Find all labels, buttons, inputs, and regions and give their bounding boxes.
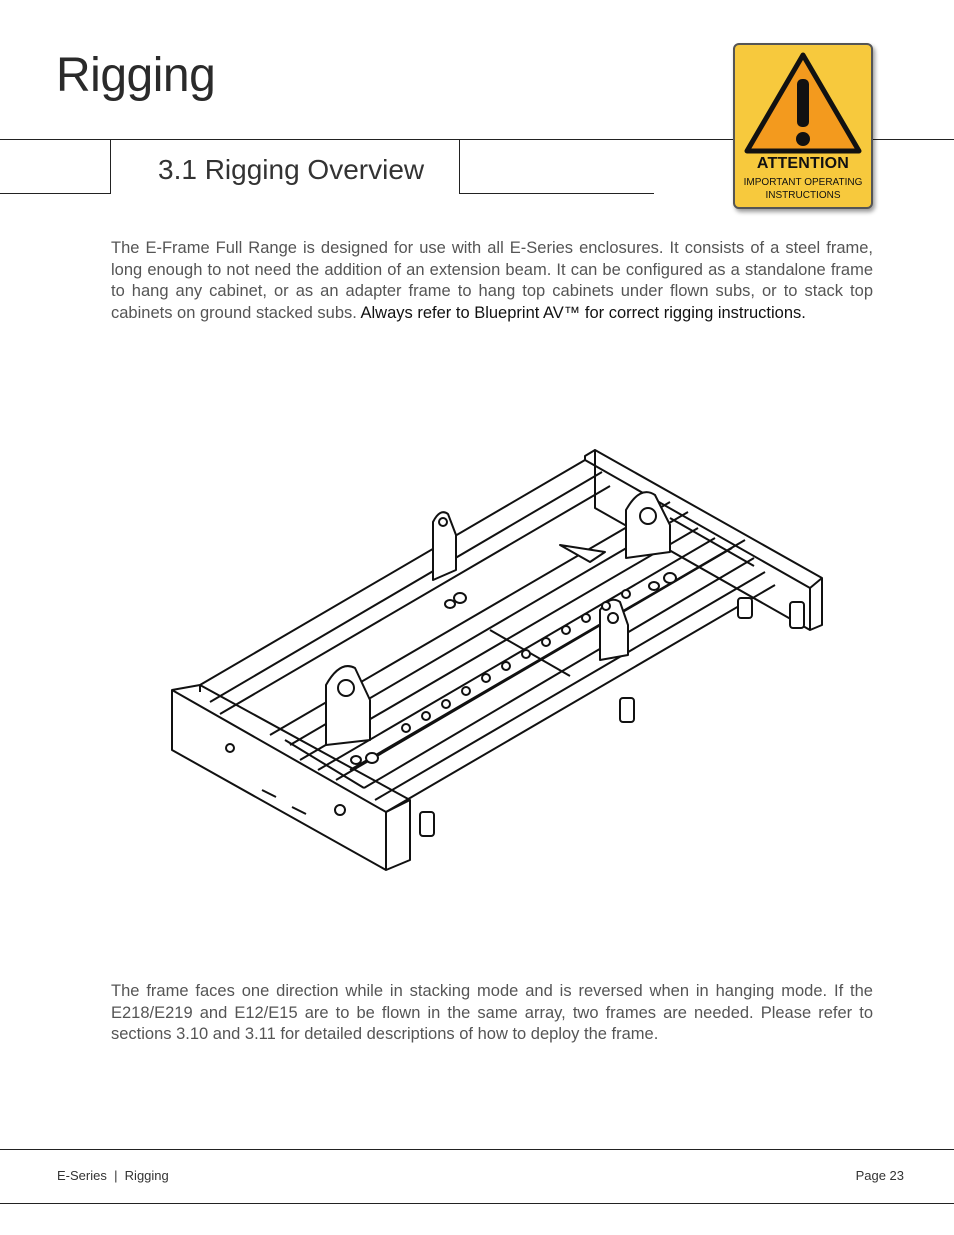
footer-rule-bottom: [0, 1203, 954, 1204]
intro-paragraph: [111, 238, 873, 324]
page-title: Rigging: [56, 49, 216, 102]
attention-line-1: IMPORTANT OPERATING: [743, 177, 863, 188]
intro-text: The E-Frame Full Range is designed for use with all E-Series enclosures. It consists of a steel frame, long enough to not need the addition of an extension beam. It can be configured as a standalone frame to hang any cabinet, or as an adapter frame to hang top cabinets under flown subs, or to stack top cabinets on ground stacked subs.: [111, 239, 873, 322]
attention-heading: ATTENTION: [756, 155, 850, 172]
attention-subtext: [735, 176, 871, 202]
e-frame-illustration-icon: [150, 440, 850, 900]
footer-page-number: Page 23: [855, 1168, 904, 1183]
intro-emphasis: Always refer to Blueprint AV™ for correct rigging instructions.: [360, 303, 806, 322]
footer-section-label: E-Series | Rigging: [57, 1168, 169, 1183]
footer-rule-top: [0, 1149, 954, 1150]
section-title: 3.1 Rigging Overview: [158, 154, 425, 185]
header-rule-bottom-right: [459, 193, 654, 194]
header-rule-bottom-left: [0, 193, 111, 194]
details-paragraph: The frame faces one direction while in stacking mode and is reversed when in hanging mode. If the E218/E219 and E12/E15 are to be flown in the same array, two frames are needed. Please refer to sections 3.10 and 3.11 for detailed descriptions of how to deploy the frame.: [111, 982, 873, 1044]
attention-line-2: INSTRUCTIONS: [765, 190, 841, 201]
attention-sign: [733, 43, 873, 209]
header-divider-left: [110, 139, 111, 193]
warning-triangle-icon: [743, 49, 863, 157]
header-divider-right: [459, 139, 460, 193]
